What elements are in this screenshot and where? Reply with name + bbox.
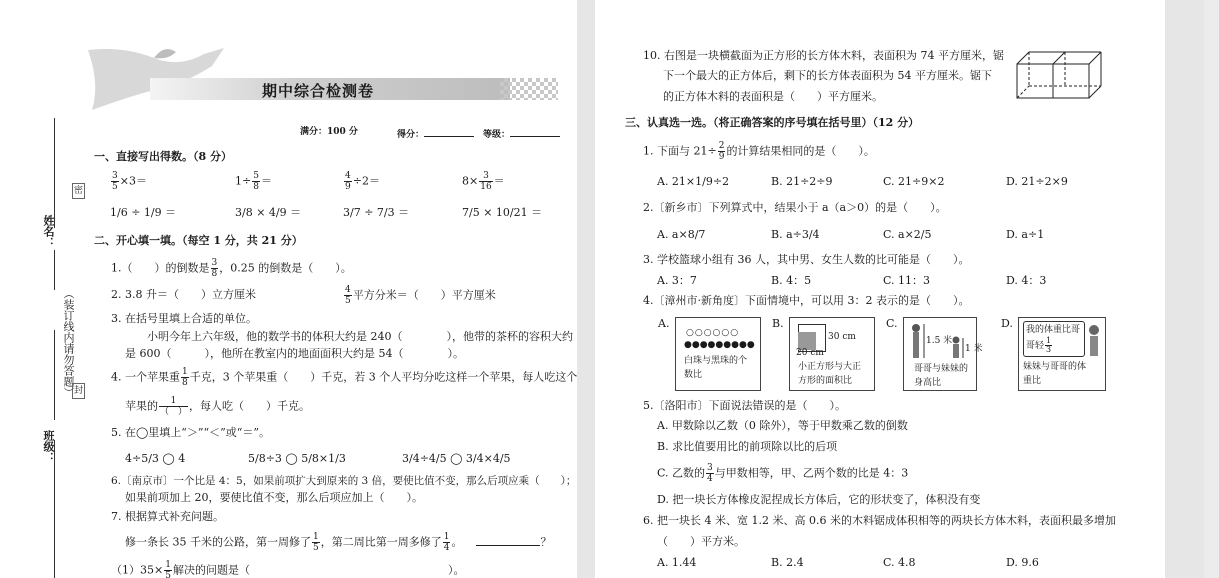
option-b: B. 求比值要用比的前项除以比的后项 bbox=[657, 440, 838, 453]
section-3-heading: 三、认真选一选。（将正确答案的序号填在括号里）（12 分） bbox=[625, 116, 920, 129]
name-label: 姓名： bbox=[42, 215, 55, 248]
option-c-picture bbox=[903, 317, 983, 391]
option-d-label: D. bbox=[1001, 317, 1013, 330]
option-d: D. 把一块长方体橡皮泥捏成长方体后，它的形状变了，体积没有变 bbox=[657, 493, 981, 506]
question-2-1: 1.（ ）的倒数是 $\frac{3}{8}$ ，0.25 的倒数是（ ）。 bbox=[111, 258, 352, 279]
calc-item: 3/8 × 4/9 ＝ bbox=[235, 206, 302, 219]
caption: 小正方形与大正 bbox=[798, 362, 862, 372]
binding-line bbox=[54, 330, 55, 420]
bubble-text: 哥轻 $\frac{1}{3}$ bbox=[1026, 336, 1052, 354]
option-b-label: B. bbox=[772, 317, 784, 330]
question-10-line2: 下一个最大的正方体后，剩下的长方体表面积为 54 平方厘米。锯下 bbox=[663, 69, 992, 82]
section-2-heading: 二、开心填一填。（每空 1 分，共 21 分） bbox=[94, 234, 303, 247]
question-2-7-text: 修一条长 35 千米的公路，第一周修了 $\frac{1}{5}$ ，第二周比第一周多修了 $\frac{1}{4}$ 。 ？ bbox=[125, 532, 552, 553]
level-label: 等级： bbox=[483, 125, 560, 142]
calc-item: $\frac{3}{5}$ ×3＝ bbox=[112, 171, 147, 192]
question-3-1: 1. 下面与 21÷ $\frac{2}{9}$ 的计算结果相同的是（ ）。 bbox=[643, 141, 875, 162]
option-d: D. 9.6 bbox=[1006, 556, 1039, 569]
option-b: B. 4：5 bbox=[771, 274, 812, 287]
caption: 妹妹与哥哥的体 bbox=[1023, 362, 1087, 372]
binding-line bbox=[54, 250, 55, 290]
option-a-picture bbox=[675, 317, 761, 391]
question-2-4-line1: 4. 一个苹果重 $\frac{1}{8}$ 千克，3 个苹果重（ ）千克，若 3 个人平均分吃这样一个苹果，每人吃这个 bbox=[111, 367, 577, 388]
height-label: 1 米 bbox=[965, 344, 983, 354]
option-c: C. 4.8 bbox=[883, 556, 916, 569]
option-d: D. a÷1 bbox=[1006, 228, 1045, 241]
option-b: B. 2.4 bbox=[771, 556, 804, 569]
option-a: A. 21×1/9÷2 bbox=[657, 175, 730, 188]
option-a: A. 1.44 bbox=[657, 556, 697, 569]
option-c: C. 11：3 bbox=[883, 274, 931, 287]
compare-item: 3/4÷4/5 ◯ 3/4×4/5 bbox=[402, 452, 511, 465]
cuboid-figure-icon bbox=[1015, 50, 1105, 102]
question-2-6-line1: 6.〔南京市〕一个比是 4：5，如果前项扩大到原来的 3 倍，要使比值不变，那么后项应乘（ ）； bbox=[111, 475, 577, 487]
white-beads: ○○○○○○ bbox=[686, 328, 740, 338]
option-d-picture bbox=[1018, 317, 1106, 391]
question-3-6-line2: （ ）平方米。 bbox=[657, 535, 745, 548]
calc-item: 7/5 × 10/21 ＝ bbox=[462, 206, 543, 219]
page-title: 期中综合检测卷 bbox=[262, 82, 375, 100]
section-1-heading: 一、直接写出得数。（8 分） bbox=[94, 150, 232, 163]
question-2-7-1: （1）35× $\frac{1}{5}$ 解决的问题是（ ）。 bbox=[111, 560, 465, 578]
bubble-text: 我的体重比哥 bbox=[1026, 325, 1081, 335]
option-d: D. 4：3 bbox=[1006, 274, 1047, 287]
option-c: C. a×2/5 bbox=[883, 228, 932, 241]
class-label: 班级： bbox=[42, 430, 55, 463]
option-a-label: A. bbox=[658, 317, 670, 330]
caption: 数比 bbox=[684, 370, 703, 380]
caption: 白珠与黑珠的个 bbox=[684, 356, 748, 366]
height-label: 1.5 米 bbox=[926, 336, 953, 346]
question-3-2: 2.〔新乡市〕下列算式中，结果小于 a（a＞0）的是（ ）。 bbox=[643, 201, 947, 214]
seal-notice: （装订线内请勿答题） bbox=[62, 288, 75, 398]
question-2-7: 7. 根据算式补充问题。 bbox=[111, 510, 224, 523]
option-b-picture bbox=[789, 317, 875, 391]
score-label: 得分： bbox=[397, 125, 474, 142]
question-10-line1: 10. 右图是一块横截面为正方形的长方体木料，表面积为 74 平方厘米，锯 bbox=[643, 49, 1004, 62]
dimension-label: 20 cm bbox=[796, 348, 824, 358]
title-checker-pattern bbox=[500, 78, 558, 100]
question-3-4: 4.〔漳州市·新角度〕下面情境中，可以用 3：2 表示的是（ ）。 bbox=[643, 294, 970, 307]
calc-item: 1/6 ÷ 1/9 ＝ bbox=[110, 206, 177, 219]
caption: 身高比 bbox=[914, 378, 942, 388]
option-a: A. 3：7 bbox=[657, 274, 697, 287]
question-2-2a: 2. 3.8 升＝（ ）立方厘米 bbox=[111, 288, 256, 301]
question-3-6-line1: 6. 把一块长 4 米、宽 1.2 米、高 0.6 米的木料锯成体积相等的两块长方体木料，表面积最多增加 bbox=[643, 514, 1116, 527]
question-2-3: 3. 在括号里填上合适的单位。 bbox=[111, 312, 257, 325]
question-2-3-line2: 是 600（ ），他所在教室内的地面面积大约是 54（ ）。 bbox=[125, 347, 464, 360]
question-2-4-line2: 苹果的 $\frac{1}{( )}$ ，每人吃（ ）千克。 bbox=[125, 396, 311, 417]
caption: 方形的面积比 bbox=[798, 376, 853, 386]
binding-line bbox=[54, 118, 55, 228]
black-beads: ●●●●●●●●● bbox=[684, 340, 755, 350]
question-3-3: 3. 学校篮球小组有 36 人，其中男、女生人数的比可能是（ ）。 bbox=[643, 253, 970, 266]
calc-item: 3/7 ÷ 7/3 ＝ bbox=[343, 206, 410, 219]
calc-item: 8× $\frac{3}{16}$ ＝ bbox=[462, 171, 505, 192]
exam-page-left bbox=[0, 0, 577, 578]
calc-item: 1÷ $\frac{5}{8}$ ＝ bbox=[235, 171, 272, 192]
dimension-label: 30 cm bbox=[828, 332, 856, 342]
seal-glyph: 密 bbox=[72, 183, 85, 199]
caption: 重比 bbox=[1023, 376, 1042, 386]
compare-item: 5/8÷3 ◯ 5/8×1/3 bbox=[248, 452, 346, 465]
child-icon bbox=[1085, 324, 1103, 358]
option-c-label: C. bbox=[886, 317, 898, 330]
calc-item: $\frac{4}{9}$ ÷2＝ bbox=[345, 171, 380, 192]
vertical-scrollbar[interactable] bbox=[1204, 0, 1219, 578]
question-2-6-line2: 如果前项加上 20，要使比值不变，那么后项应加上（ ）。 bbox=[125, 491, 423, 504]
question-2-2b: $\frac{4}{5}$ 平方分米＝（ ）平方厘米 bbox=[345, 285, 496, 306]
caption: 哥哥与妹妹的 bbox=[914, 364, 969, 374]
compare-item: 4÷5/3 ◯ 4 bbox=[125, 452, 186, 465]
question-2-3-line1: 小明今年上六年级，他的数学书的体积大约是 240（ ），他带的茶杯的容积大约 bbox=[147, 330, 573, 343]
option-c: C. 21÷9×2 bbox=[883, 175, 945, 188]
option-a: A. 甲数除以乙数（0 除外），等于甲数乘乙数的倒数 bbox=[657, 419, 908, 432]
option-d: D. 21÷2×9 bbox=[1006, 175, 1068, 188]
seal-glyph: 封 bbox=[72, 383, 85, 399]
option-a: A. a×8/7 bbox=[657, 228, 706, 241]
question-3-5: 5.〔洛阳市〕下面说法错误的是（ ）。 bbox=[643, 399, 846, 412]
full-marks: 满分：100 分 bbox=[300, 127, 358, 137]
option-b: B. a÷3/4 bbox=[771, 228, 820, 241]
option-c: C. 乙数的 $\frac{3}{4}$ 与甲数相等，甲、乙两个数的比是 4：3 bbox=[657, 463, 909, 484]
question-2-5: 5. 在◯里填上“＞”“＜”或“＝”。 bbox=[111, 426, 271, 439]
option-b: B. 21÷2÷9 bbox=[771, 175, 833, 188]
question-10-line3: 的正方体木料的表面积是（ ）平方厘米。 bbox=[663, 90, 883, 103]
